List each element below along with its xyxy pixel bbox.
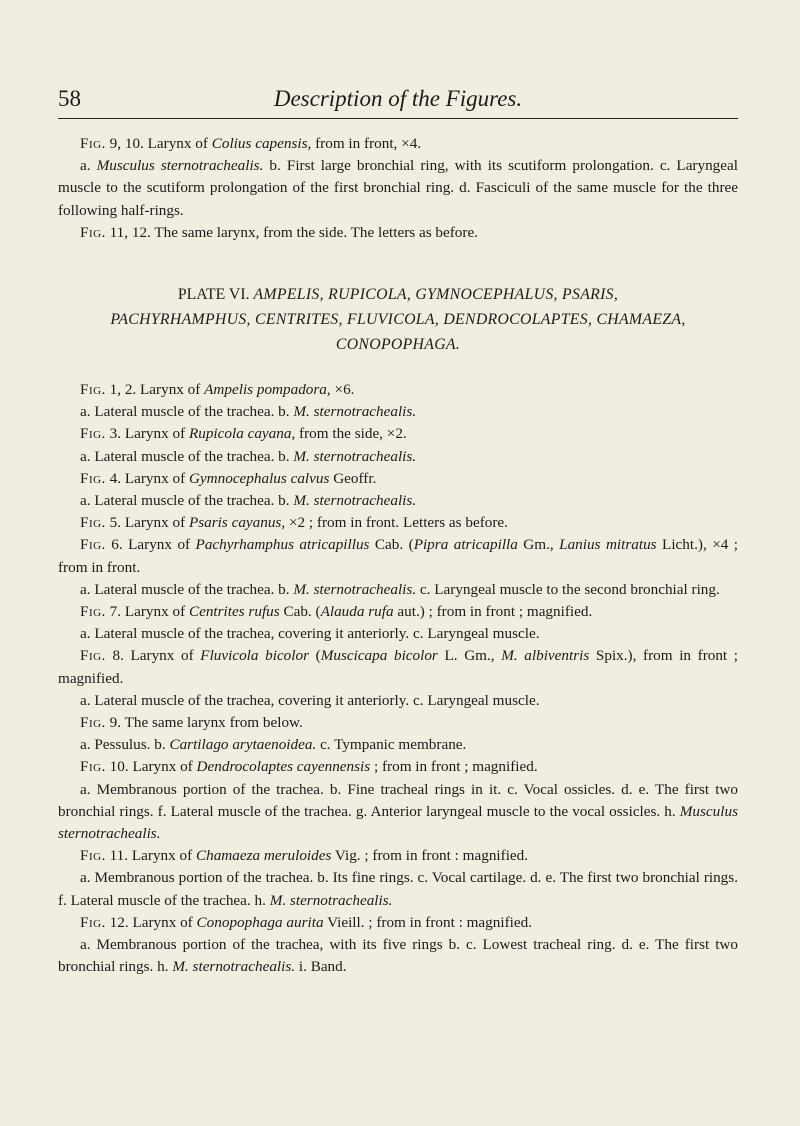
plate-label: PLATE VI. <box>177 286 250 304</box>
fig-5-caption: Fig. 5. Larynx of Psaris cayanus, ×2 ; from in front. Letters as before. <box>80 514 508 532</box>
fig-11-12-caption: Fig. 11, 12. The same larynx, from the side. The letters as before. <box>80 223 478 241</box>
fig-4-legend: a. Lateral muscle of the trachea. b. M. sternotrachealis. <box>80 492 417 510</box>
plate-genera-line-1: AMPELIS, RUPICOLA, GYMNOCEPHALUS, PSARIS, <box>253 286 619 304</box>
fig-7-legend: a. Lateral muscle of the trachea, covering it anteriorly. c. Laryngeal muscle. <box>80 625 540 643</box>
fig-12-legend: a. Membranous portion of the trachea, with its five rings b. c. Lowest tracheal ring. d. e. The first two bronchial rings. h. M. sternotrachealis. i. Band. <box>58 936 738 976</box>
fig-3-caption: Fig. 3. Larynx of Rupicola cayana, from the side, ×2. <box>80 425 407 443</box>
fig-12-caption: Fig. 12. Larynx of Conopophaga aurita Vieill. ; from in front : magnified. <box>80 913 532 931</box>
plate-genera-line-2: PACHYRHAMPHUS, CENTRITES, FLUVICOLA, DENDROCOLAPTES, CHAMAEZA, <box>110 311 686 329</box>
fig-8-caption: Fig. 8. Larynx of Fluvicola bicolor (Muscicapa bicolor L. Gm., M. albiventris Spix.), from in front ; magnified. <box>58 647 739 687</box>
fig-7-caption: Fig. 7. Larynx of Centrites rufus Cab. (Alauda rufa aut.) ; from in front ; magnified. <box>80 603 593 621</box>
fig-11-caption: Fig. 11. Larynx of Chamaeza meruloides Vig. ; from in front : magnified. <box>80 847 529 865</box>
fig-10-legend: a. Membranous portion of the trachea. b. Fine tracheal rings in it. c. Vocal ossicles. d. e. The first two bronchial rings. f. Lateral muscle of the trachea. g. Anterior laryngeal muscle to the vocal ossicles. h. Musculus sternotrachealis. <box>58 780 738 843</box>
fig-6-legend: a. Lateral muscle of the trachea. b. M. sternotrachealis. c. Laryngeal muscle to the second bronchial ring. <box>80 580 720 598</box>
running-title: Description of the Figures. <box>273 86 523 111</box>
fig-9-caption: Fig. 9. The same larynx from below. <box>80 714 303 732</box>
page-body <box>58 133 738 979</box>
fig-9-10-caption: Fig. 9, 10. Larynx of Colius capensis, from in front, ×4. <box>80 135 422 152</box>
fig-9-10-legend: a. Musculus sternotrachealis. b. First large bronchial ring, with its scutiform prolongation. c. Laryngeal muscle to the scutiform prolongation of the first bronchial ring. d. Fasciculi of the same muscle for the three following half-rings. <box>58 157 738 219</box>
fig-6-caption: Fig. 6. Larynx of Pachyrhamphus atricapillus Cab. (Pipra atricapilla Gm., Lanius mitratus Licht.), ×4 ; from in front. <box>58 536 739 576</box>
plate-genera-line-3: CONOPOPHAGA. <box>335 336 461 354</box>
fig-1-2-caption: Fig. 1, 2. Larynx of Ampelis pompadora, ×6. <box>80 381 355 399</box>
plate-heading <box>58 282 738 357</box>
fig-9-legend: a. Pessulus. b. Cartilago arytaenoidea. c. Tympanic membrane. <box>80 736 467 754</box>
fig-11-legend: a. Membranous portion of the trachea. b. Its fine rings. c. Vocal cartilage. d. e. The first two bronchial rings. f. Lateral muscle of the trachea. h. M. sternotrachealis. <box>58 869 738 909</box>
page-header <box>58 74 738 119</box>
fig-3-legend: a. Lateral muscle of the trachea. b. M. sternotrachealis. <box>80 447 417 465</box>
page-number: 58 <box>58 86 81 111</box>
fig-10-caption: Fig. 10. Larynx of Dendrocolaptes cayennensis ; from in front ; magnified. <box>80 758 538 776</box>
fig-1-2-legend: a. Lateral muscle of the trachea. b. M. sternotrachealis. <box>80 403 417 421</box>
fig-8-legend: a. Lateral muscle of the trachea, covering it anteriorly. c. Laryngeal muscle. <box>80 691 540 709</box>
fig-4-caption: Fig. 4. Larynx of Gymnocephalus calvus Geoffr. <box>80 469 377 487</box>
